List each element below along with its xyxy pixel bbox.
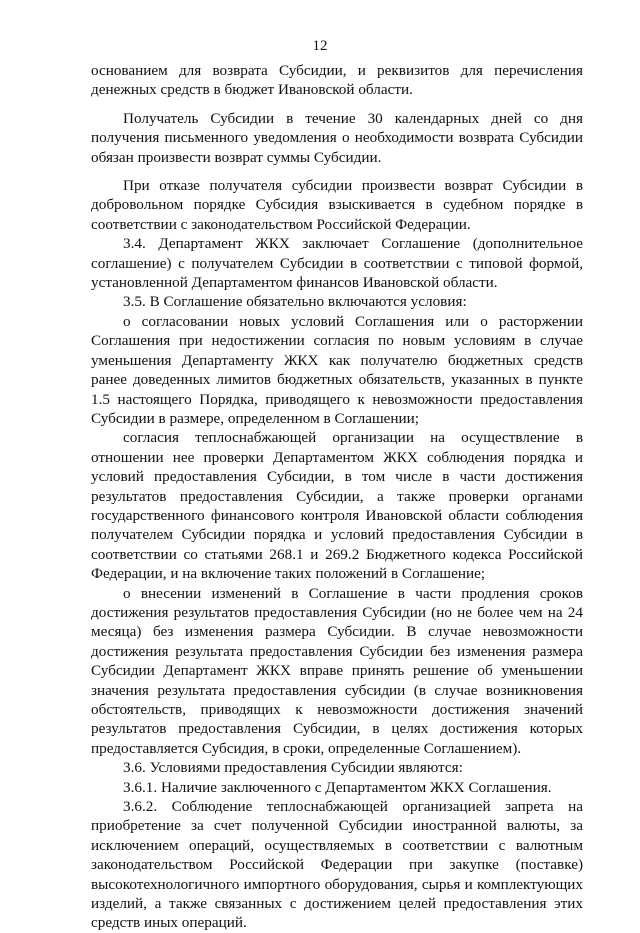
- paragraph: При отказе получателя субсидии произвести возврат Субсидии в добровольном порядке Субсидия взыскивается в судебном порядке в соответствии с законодательством Российской Федерации.: [91, 177, 583, 233]
- paragraph: 3.6.1. Наличие заключенного с Департаментом ЖКХ Соглашения.: [123, 778, 552, 796]
- paragraph: основанием для возврата Субсидии, и реквизитов для перечисления денежных средств в бюджет Ивановской области.: [91, 62, 583, 99]
- paragraph: 3.6.2. Соблюдение теплоснабжающей организацией запрета на приобретение за счет полученной Субсидии иностранной валюты, за исключением операций, осуществляемых в соответствии с валютным законодательством Российской Федерации при закупке (поставке) высокотехнологичного импортного оборудования, сырья и комплектующих изделий, а также связанных с достижением целей предоставления этих средств иных операций.: [91, 798, 583, 932]
- paragraph: о согласовании новых условий Соглашения или о расторжении Соглашения при недостижении согласия по новым условиям в случае уменьшения Департаменту ЖКХ как получателю бюджетных средств ранее доведенных лимитов бюджетных обязательств, указанных в пункте 1.5 настоящего Порядка, приводящего к невозможности предоставления Субсидии в размере, определенном в Соглашении;: [91, 312, 583, 427]
- paragraph: о внесении изменений в Соглашение в части продления сроков достижения результатов предоставления Субсидии (но не более чем на 24 месяца) без изменения размера Субсидии. В случае невозможности достижения результата предоставления Субсидии без изменения размера Субсидии Департамент ЖКХ вправе принять решение об уменьшении значения результата предоставления субсидии (в случае возникновения обстоятельств, приводящих к невозможности достижения значений результатов предоставления Субсидии, в целях достижения которых предоставляется Субсидия, в сроки, определенные Соглашением).: [91, 584, 583, 757]
- paragraph: 3.6. Условиями предоставления Субсидии являются:: [123, 759, 463, 777]
- paragraph: 3.5. В Соглашение обязательно включаются условия:: [123, 293, 467, 311]
- page-number: 12: [312, 38, 328, 54]
- paragraph: Получатель Субсидии в течение 30 календарных дней со дня получения письменного уведомления о необходимости возврата Субсидии обязан произвести возврат суммы Субсидии.: [91, 109, 583, 166]
- paragraph: 3.4. Департамент ЖКХ заключает Соглашение (дополнительное соглашение) с получателем Субсидии в соответствии с типовой формой, установленной Департаментом финансов Ивановской области.: [91, 235, 583, 292]
- document-body: [91, 61, 583, 933]
- paragraph-spacer: [91, 167, 583, 176]
- paragraph-spacer: [91, 100, 583, 109]
- paragraph: согласия теплоснабжающей организации на осуществление в отношении нее проверки Департаментом ЖКХ соблюдения порядка и условий предоставления Субсидии, в том числе в части достижения результатов предоставления Субсидии, а также проверки органами государственного финансового контроля Ивановской области соблюдения получателем Субсидии порядка и условий предоставления Субсидии в соответствии со статьями 268.1 и 269.2 Бюджетного кодекса Российской Федерации, и на включение таких положений в Соглашение;: [91, 429, 583, 583]
